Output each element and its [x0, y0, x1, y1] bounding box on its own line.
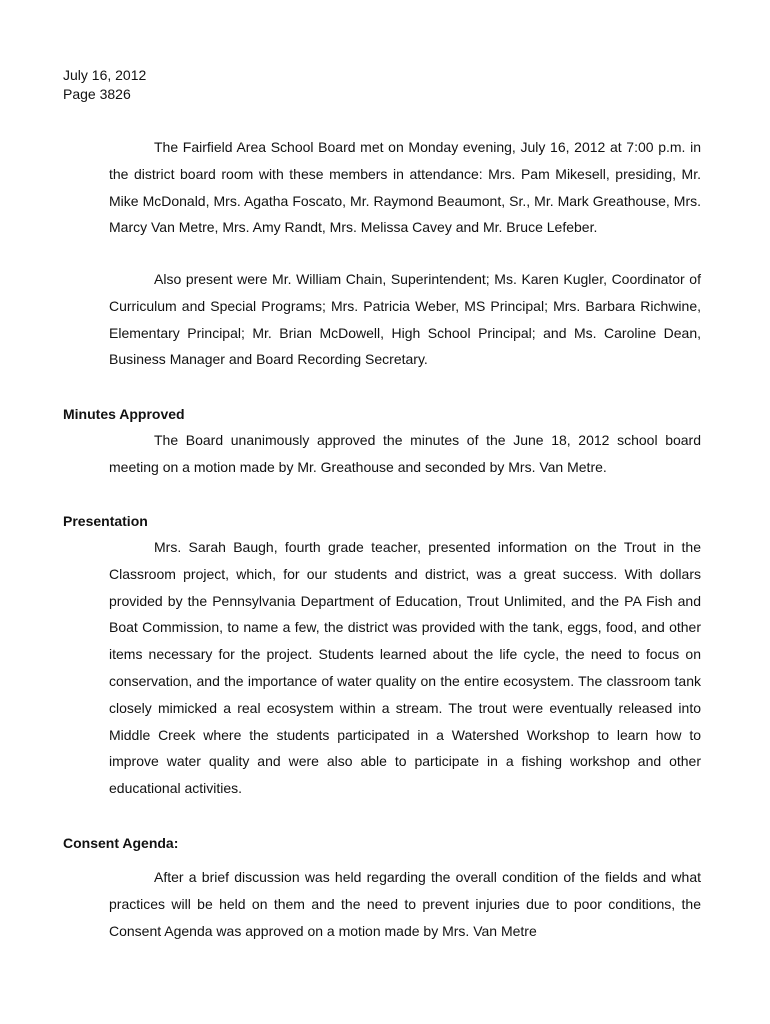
minutes-approved-paragraph: The Board unanimously approved the minutes of the June 18, 2012 school board meeting on a motion made by Mr. Greathouse and seconded by Mrs. Van Metre. — [109, 432, 701, 475]
consent-agenda-paragraph: After a brief discussion was held regarding the overall condition of the fields and what practices will be held on them and the need to prevent injuries due to poor conditions, the Consent Agenda was approved on a motion made by Mrs. Van Metre — [109, 869, 701, 939]
consent-agenda-heading: Consent Agenda: — [63, 835, 179, 851]
presentation-heading: Presentation — [63, 513, 148, 529]
document-date: July 16, 2012 — [63, 67, 147, 83]
presentation-paragraph: Mrs. Sarah Baugh, fourth grade teacher, presented information on the Trout in the Classroom project, which, for our students and district, was a great success. With dollars provided by the Pennsylvania Department of Education, Trout Unlimited, and the PA Fish and Boat Commission, to name a few, the district was provided with the tank, eggs, food, and other items necessary for the project. Students learned about the life cycle, the need to focus on conservation, and the importance of water quality on the entire ecosystem. The classroom tank closely mimicked a real ecosystem within a stream. The trout were eventually released into Middle Creek where the students participated in a Watershed Workshop to learn how to improve water quality and were also able to participate in a fishing workshop and other educational activities. — [109, 539, 701, 797]
intro-paragraph-attendance: The Fairfield Area School Board met on Monday evening, July 16, 2012 at 7:00 p.m. in the district board room with these members in attendance: Mrs. Pam Mikesell, presiding, Mr. Mike McDonald, Mrs. Agatha Foscato, Mr. Raymond Beaumont, Sr., Mr. Mark Greathouse, Mrs. Marcy Van Metre, Mrs. Amy Randt, Mrs. Melissa Cavey and Mr. Bruce Lefeber. — [109, 139, 701, 236]
page-number: Page 3826 — [63, 86, 131, 102]
minutes-approved-heading: Minutes Approved — [63, 406, 185, 422]
intro-paragraph-also-present: Also present were Mr. William Chain, Superintendent; Ms. Karen Kugler, Coordinator of Curriculum and Special Programs; Mrs. Patricia Weber, MS Principal; Mrs. Barbara Richwine, Elementary Principal; Mr. Brian McDowell, High School Principal; and Ms. Caroline Dean, Business Manager and Board Recording Secretary. — [109, 271, 701, 368]
